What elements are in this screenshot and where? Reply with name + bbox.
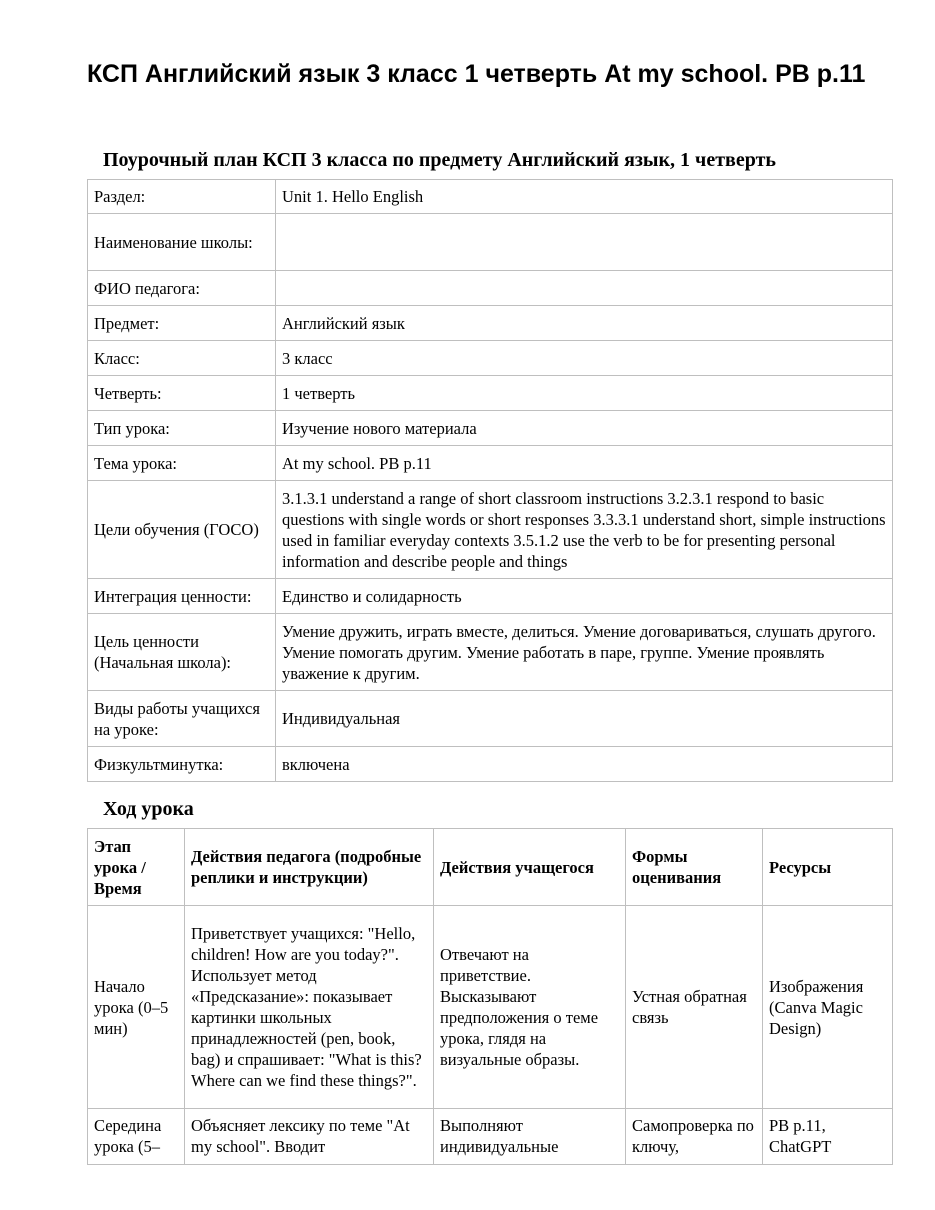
teacher-actions-cell: Приветствует учащихся: "Hello, children! How are you today?". Использует метод «Предсказание»: показывает картинки школьных принадлежностей (pen, book, bag) и спрашивает: "What is this? Where can we find these things?". — [185, 906, 434, 1109]
stage-cell: Середина урока (5– — [88, 1109, 185, 1165]
info-label: Класс: — [88, 341, 276, 376]
table-header-row — [88, 829, 893, 906]
table-row — [88, 271, 893, 306]
info-value: Единство и солидарность — [276, 579, 893, 614]
info-label: Четверть: — [88, 376, 276, 411]
info-label: Предмет: — [88, 306, 276, 341]
info-value: Индивидуальная — [276, 691, 893, 747]
info-value: Изучение нового материала — [276, 411, 893, 446]
student-actions-cell: Выполняют индивидуальные — [434, 1109, 626, 1165]
info-label: Виды работы учащихся на уроке: — [88, 691, 276, 747]
document-title: КСП Английский язык 3 класс 1 четверть At my school. PB p.11 — [87, 60, 866, 88]
lesson-progress-table — [87, 828, 893, 1165]
info-label: Цель ценности (Начальная школа): — [88, 614, 276, 691]
table-row — [88, 214, 893, 271]
info-label: Интеграция ценности: — [88, 579, 276, 614]
table-row — [88, 579, 893, 614]
table-row — [88, 341, 893, 376]
table-row — [88, 481, 893, 579]
info-value: Умение дружить, играть вместе, делиться. Умение договариваться, слушать другого. Умение помогать другим. Умение работать в паре, группе. Умение проявлять уважение к другим. — [276, 614, 893, 691]
info-value: Английский язык — [276, 306, 893, 341]
progress-heading: Ход урока — [103, 798, 194, 820]
assessment-cell: Устная обратная связь — [626, 906, 763, 1109]
table-row — [88, 180, 893, 214]
table-row — [88, 376, 893, 411]
header-stage: Этап урока / Время — [88, 829, 185, 906]
lesson-info-table — [87, 179, 893, 782]
table-row — [88, 446, 893, 481]
info-value: 1 четверть — [276, 376, 893, 411]
info-value: Unit 1. Hello English — [276, 180, 893, 214]
info-label: Цели обучения (ГОСО) — [88, 481, 276, 579]
header-resources: Ресурсы — [763, 829, 893, 906]
stage-cell: Начало урока (0–5 мин) — [88, 906, 185, 1109]
info-value — [276, 271, 893, 306]
table-row — [88, 747, 893, 782]
header-student-actions: Действия учащегося — [434, 829, 626, 906]
assessment-cell: Самопроверка по ключу, — [626, 1109, 763, 1165]
info-value: 3.1.3.1 understand a range of short classroom instructions 3.2.3.1 respond to basic questions with single words or short responses 3.3.3.1 understand short, simple instructions used in familiar everyday contexts 3.5.1.2 use the verb to be for presenting personal information and describe people and things — [276, 481, 893, 579]
info-label: Наименование школы: — [88, 214, 276, 271]
header-assessment: Формы оценивания — [626, 829, 763, 906]
info-label: ФИО педагога: — [88, 271, 276, 306]
info-label: Тема урока: — [88, 446, 276, 481]
info-value: At my school. PB p.11 — [276, 446, 893, 481]
table-row — [88, 411, 893, 446]
student-actions-cell: Отвечают на приветствие. Высказывают предположения о теме урока, глядя на визуальные образы. — [434, 906, 626, 1109]
info-label: Физкультминутка: — [88, 747, 276, 782]
table-row — [88, 614, 893, 691]
info-value: 3 класс — [276, 341, 893, 376]
plan-heading: Поурочный план КСП 3 класса по предмету Английский язык, 1 четверть — [103, 149, 776, 171]
table-row — [88, 1109, 893, 1165]
table-row — [88, 691, 893, 747]
resources-cell: PB p.11, ChatGPT — [763, 1109, 893, 1165]
info-value: включена — [276, 747, 893, 782]
info-label: Раздел: — [88, 180, 276, 214]
header-teacher-actions: Действия педагога (подробные реплики и инструкции) — [185, 829, 434, 906]
info-value — [276, 214, 893, 271]
info-label: Тип урока: — [88, 411, 276, 446]
table-row — [88, 306, 893, 341]
resources-cell: Изображения (Canva Magic Design) — [763, 906, 893, 1109]
table-row — [88, 906, 893, 1109]
teacher-actions-cell: Объясняет лексику по теме "At my school". Вводит — [185, 1109, 434, 1165]
